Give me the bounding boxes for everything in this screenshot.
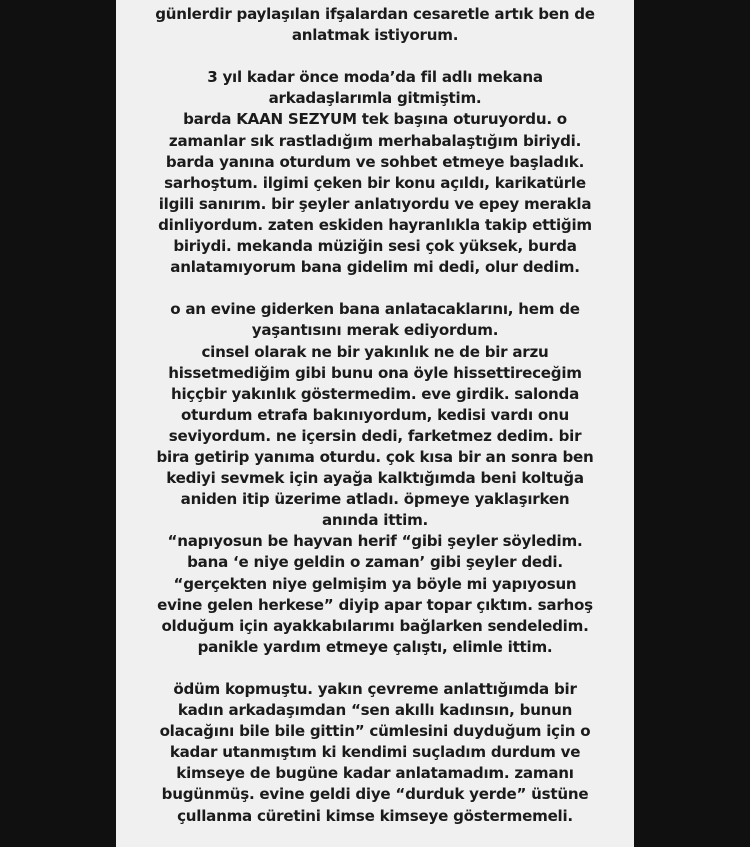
- story-line: barda KAAN SEZYUM tek başına oturuyordu. o: [183, 110, 567, 129]
- story-line: seviyordum. ne içersin dedi, farketmez dedim. bir: [168, 426, 582, 445]
- story-line: kadar utanmıştım ki kendimi suçladım durdum ve: [169, 743, 581, 762]
- story-line: dinliyordum. zaten eskiden hayranlıkla takip ettiğim: [158, 215, 592, 234]
- story-line: evine gelen herkese” diyip apar topar çıktım. sarhoş: [157, 595, 593, 614]
- story-line: 3 yıl kadar önce moda’da fil adlı mekana: [207, 68, 543, 87]
- story-line: bana ‘e niye geldin o zaman’ gibi şeyler dedi.: [187, 553, 563, 572]
- story-line: panikle yardım etmeye çalıştı, elimle ittim.: [197, 637, 553, 656]
- story-line: anlatmak istiyorum.: [291, 26, 459, 45]
- story-line: barda yanına oturdum ve sohbet etmeye başladık.: [165, 152, 585, 171]
- story-line: sarhoştum. ilgimi çeken bir konu açıldı, karikatürle: [164, 173, 586, 192]
- story-line: günlerdir paylaşılan ifşalardan cesaretle artık ben de: [155, 5, 595, 23]
- story-line: olacağını bile bile gittin” cümlesini duyduğum için o: [159, 722, 591, 741]
- story-line: zamanlar sık rastladığım merhabalaştığım biriydi.: [168, 131, 582, 150]
- story-line: bugünmüş. evine geldi diye “durduk yerde” üstüne: [161, 785, 589, 804]
- story-card: [116, 0, 634, 847]
- story-line: yaşantısını merak ediyordum.: [251, 321, 499, 340]
- story-line: ilgili sanırım. bir şeyler anlatıyordu ve epey merakla: [158, 194, 592, 213]
- story-line: “gerçekten niye gelmişim ya böyle mi yapıyosun: [173, 574, 577, 593]
- story-line: hiççbir yakınlık göstermedim. eve girdik. salonda: [170, 384, 580, 403]
- story-line: biriydi. mekanda müziğin sesi çok yüksek, burda: [173, 237, 577, 256]
- story-line: arkadaşlarımla gitmiştim.: [268, 89, 482, 108]
- story-line: kadın arkadaşımdan “sen akıllı kadınsın, bunun: [177, 701, 573, 720]
- story-line: aniden itip üzerime atladı. öpmeye yaklaşırken: [180, 490, 570, 509]
- story-line: o an evine giderken bana anlatacaklarını, hem de: [170, 300, 580, 319]
- story-line: bira getirip yanıma oturdu. çok kısa bir an sonra ben: [156, 447, 594, 466]
- story-line: oturdum etrafa bakınıyordum, kedisi vardı onu: [180, 405, 569, 424]
- story-text: [116, 0, 634, 827]
- paragraph-gap: [116, 46, 634, 67]
- story-line: anında ittim.: [321, 511, 429, 530]
- story-line: “napıyosun be hayvan herif “gibi şeyler söyledim.: [167, 532, 583, 551]
- story-line: kimseye de bugüne kadar anlatamadım. zamanı: [176, 764, 574, 783]
- story-line: kediyi sevmek için ayağa kalktığımda beni koltuğa: [166, 469, 584, 488]
- paragraph-gap: [116, 278, 634, 299]
- story-line: hissetmediğim gibi bunu ona öyle hissettireceğim: [168, 363, 582, 382]
- story-line: anlatamıyorum bana gidelim mi dedi, olur dedim.: [170, 258, 580, 277]
- story-line: olduğum için ayakkabılarımı bağlarken sendeledim.: [161, 616, 589, 635]
- story-line: ödüm kopmuştu. yakın çevreme anlattığımda bir: [173, 680, 577, 698]
- story-line: çullanma cüretini kimse kimseye göstermemeli.: [177, 806, 573, 825]
- paragraph-gap: [116, 658, 634, 679]
- story-line: cinsel olarak ne bir yakınlık ne de bir arzu: [201, 342, 549, 361]
